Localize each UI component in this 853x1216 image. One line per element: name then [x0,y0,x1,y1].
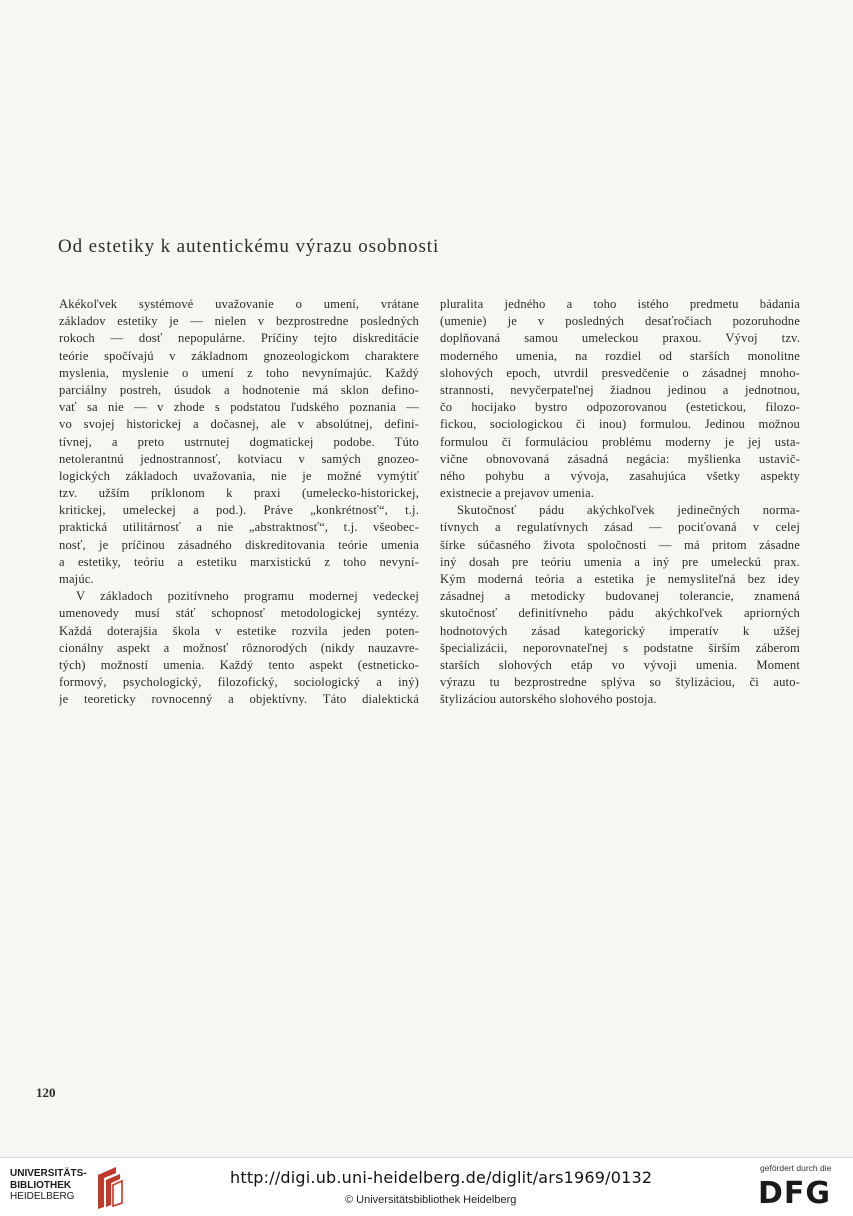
library-logo[interactable] [10,1165,128,1211]
text-line: výrazu tu bezprostredne splýva so štylizáciou, či auto- [440,675,800,690]
text-line: formový, psychologický, filozofický, sociologický a iný) [59,675,419,690]
text-line: praktická utilitárnosť a nie „abstraktnosť“, t.j. všeobec- [59,520,419,535]
text-line: netolerantnú jednostrannosť, kotviacu v samých gnozeo- [59,451,419,466]
library-name [10,1168,87,1203]
text-line: teórie spočívajú v základnom gnozeologickom charaktere [59,348,419,363]
text-line: čo hocijako bystro odpozorovanou (estetickou, filozo- [440,400,800,415]
text-line: špecializácii, neporovnateľnej s podstatne širším záberom [440,640,800,655]
text-line: umenovedy musí stáť schopnosť metodologickej syntézy. [59,606,419,621]
library-emblem-icon [94,1165,124,1211]
text-line: starších slohových etáp vo vývoji umenia. Moment [440,657,800,672]
text-line: hodnotových zásad kategorický imperatív k užšej [440,623,800,638]
right-column [440,296,800,709]
permalink-url[interactable]: http://digi.ub.uni-heidelberg.de/diglit/ars1969/0132 [230,1168,653,1187]
text-line: formulou či formuláciou problému moderny je jej usta- [440,434,800,449]
library-line: UNIVERSITÄTS- [10,1168,87,1179]
text-line: Každá doterajšia škola v estetike rozvila jeden poten- [59,623,419,638]
text-line: tých) možností umenia. Každý tento aspekt (estneticko- [59,657,419,672]
text-line: základov estetiky je — nielen v bezprostredne posledných [59,314,419,329]
text-line: ného pohybu a vývoja, zasahujúca všetky aspekty [440,468,800,483]
text-line: parciálny postreh, úsudok a hodnotenie má sklon defino- [59,382,419,397]
text-line: (umenie) je v posledných desaťročiach pozoruhodne [440,314,800,329]
text-line: majúc. [59,572,94,586]
text-line: strannosti, nevyčerpateľnej žiadnou jedinou a jednotnou, [440,382,800,397]
left-column [59,296,419,709]
text-line: tívnych a regulatívnych zásad — pociťovaná v celej [440,520,800,535]
text-line: a estetiky, teóriu a estetiku marxistickú z toho nevyní- [59,554,419,569]
article-title: Od estetiky k autentickému výrazu osobnosti [58,236,440,257]
text-line: logických základoch uvažovania, nie je možné vymýtiť [59,468,419,483]
text-line: tívnej, a preto ustrnutej dogmatickej podobe. Túto [59,434,419,449]
text-line: šírke súčasného života spoločnosti — má pritom zásadne [440,537,800,552]
dfg-logo: DFG [758,1176,832,1211]
text-line: pluralita jedného a toho istého predmetu bádania [440,297,800,311]
text-line: vične obnovovaná zásadná negácia: myšlienka ustavič- [440,451,800,466]
text-line: kritickej, umeleckej a pod.). Práve „konkrétnosť“, t.j. [59,503,419,518]
text-line: rokoch — dosť nepopulárne. Príčiny tejto diskreditácie [59,331,419,346]
text-line: skutočnosť definitívneho pádu akýchkoľvek apriorných [440,606,800,621]
text-line: tzv. užším príklonom k praxi (umelecko-historickej, [59,486,419,501]
text-line: cionálny aspekt a možnosť rôznorodých (nikdy nauzavre- [59,640,419,655]
text-line: zásadnej a metodicky budovanej tolerancie, znamená [440,589,800,604]
copyright-notice: © Universitätsbibliothek Heidelberg [345,1194,517,1206]
page-number: 120 [36,1085,56,1100]
text-line: fickou, sociologickou či inou) formulou. Jedinou možnou [440,417,800,432]
text-line: Akékoľvek systémové uvažovanie o umení, vrátane [59,297,419,311]
library-line: BIBLIOTHEK [10,1179,72,1191]
text-line: štylizáciou autorského slohového postoja. [440,692,657,707]
text-line: Skutočnosť pádu akýchkoľvek jedinečných norma- [457,503,800,518]
text-line: je teoreticky rovnocenný a objektívny. Táto dialektická [59,692,419,707]
footer-bar [0,1157,853,1216]
text-line: slohových epoch, utvrdil presvedčenie o zásadnej mnoho- [440,365,800,380]
text-line: iný dosah pre teóriu umenia a iný pre umeleckú prax. [440,554,800,569]
text-line: V základoch pozitívneho programu modernej vedeckej [76,589,419,604]
text-line: Kým moderná teória a estetika je nemysliteľná bez idey [440,572,800,586]
dfg-funding-logo[interactable] [752,1163,848,1213]
text-line: doplňovaná samou umeleckou praxou. Vývoj tzv. [440,331,800,346]
text-line: vať sa nie — v zhode s podstatou ľudského poznania — [59,400,419,415]
text-line: nosť, je príčinou zásadného diskreditovania teórie umenia [59,537,419,552]
library-line: HEIDELBERG [10,1191,75,1202]
text-line: vo svojej historickej a dočasnej, ale v absolútnej, defini- [59,417,419,432]
text-line: moderného umenia, na rozdiel od starších monolitne [440,348,800,363]
funding-text: gefördert durch die [760,1163,832,1173]
text-line: myslenia, myslenie o umení z toho nevynímajúc. Každý [59,365,419,380]
text-line: existnecie a prejavov umenia. [440,486,595,501]
